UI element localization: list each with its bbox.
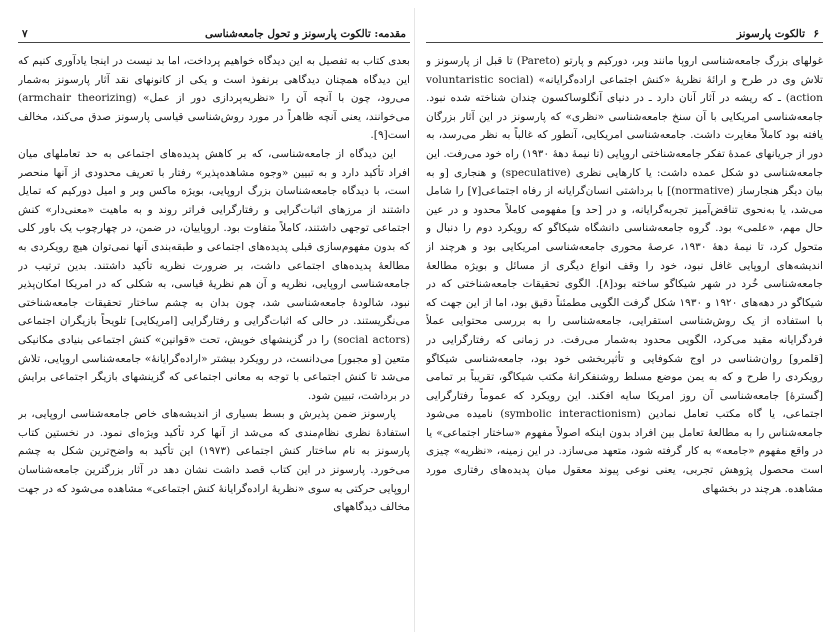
running-head: مقدمه: تالکوت پارسونز و تحول جامعه‌شناسی [205,28,406,40]
running-head: تالکوت پارسونز [736,28,805,40]
left-page-header [18,26,410,43]
paragraph: بعدی کتاب به تفصیل به این دیدگاه خواهیم پرداخت، اما بد نیست در اینجا یادآوری کنیم که این دیدگاه همچنان دیدگاهی برنفوذ است و یکی از کانونهای نقد آثار پارسونز به‌شمار می‌رود، چون با آنچه آن را «نظریه‌پردازی دور از عمل» (armchair theorizing) می‌خوانند، یعنی آنچه ظاهراً در مورد روش‌شناسی قیاسی پارسونز صدق می‌کند، مخالف است[۹]. [18,55,410,142]
page-number: ۶ [813,28,819,40]
right-page [426,0,823,640]
paragraph: این دیدگاه از جامعه‌شناسی، که بر کاهش پدیده‌های اجتماعی به حد تعاملهای میان افراد تأکید دارد و به تبیین «وجوه مشاهده‌پذیر» رفتار با تعریف محدودی از آنها منحصر است، با دیدگاه جامعه‌شناسان بزرگ اروپایی، بویژه ماکس وبر و امیل دورکیم که تمایل داشتند از مرزهای اثبات‌گرایی و رفتارگرایی فراتر روند و به ماهیت «معنی‌دار» کنش اجتماعی توجهی داشتند، کاملاً متفاوت بود. اروپاییان، در ضمن، در چهارچوب یک باور کلی که بدون مفهوم‌سازی قبلی پدیده‌های اجتماعی و طبقه‌بندی آنها نمی‌توان هیچ رویکردی به مطالعهٔ پدیده‌های اجتماعی داشت، بر ضرورت نظریه تأکید داشتند. بدین ترتیب در جامعه‌شناسی اروپایی، نظریه و آن هم نظریهٔ قیاسی، به شکلی که در امریکا امکان‌پذیر نبود، شالودهٔ جامعه‌شناسی شد، چون بدان به چشم ساختار تحقیقات جامعه‌شناختی می‌نگریستند. در حالی که اثبات‌گرایی و رفتارگرایی [امریکایی] تلویحاً بازیگران اجتماعی (social actors) را در گزینشهای خویش، تحت «قوانین» کنش اجتماعی بنیادی مکانیکی متعین [و مجبور] می‌دانست، در رویکرد بیشتر «اراده‌گرایانهٔ» جامعه‌شناسی اروپایی، تلاش می‌شد تا کنش اجتماعی با توجه به معانی اجتماعی که گزینشهای بازیگر اجتماعی برایش در برداشت، تبیین شود. [18,147,410,402]
left-page-body [18,52,410,632]
right-page-header [426,26,823,43]
page-gutter [414,8,415,632]
right-page-body [426,52,823,632]
page-number: ٧ [22,28,28,40]
paragraph: غولهای بزرگ جامعه‌شناسی اروپا مانند وبر، دورکیم و پارتو (Pareto) تا قبل از پارسونز و تلاش وی در طرح و ارائهٔ نظریهٔ «کنش اجتماعی اراده‌گرایانه» (voluntaristic social action) ـ که ریشه در آثار آنان دارد ـ در دنیای آنگلوساکسون چندان شناخته شده نبود. جامعه‌شناسی امریکایی با آن سنخ جامعه‌شناسی «نظری» که پارسونز در این آثار بزرگان یافته بود کاملاً مغایرت داشت. جامعه‌شناسی امریکایی، آنطور که غالباً به نظر می‌رسد، به دور از جریانهای عمدهٔ تفکر جامعه‌شناختی اروپایی (تا نیمهٔ دههٔ ۱۹۳۰) راه خود می‌رفت. این جامعه‌شناسی دو شکل عمده داشت: یا کارهایی نظری (speculative) و هنجاری [و به بیان دیگر هنجارساز (normative)] با برداشتی انسان‌گرایانه از رفاه اجتماعی[۷] را شامل می‌شد، یا به‌نحوی تناقض‌آمیز تجربه‌گرایانه، و در [حد و] مفهومی کاملاً محدود و در عین حال مهم، «علمی» بود. گروه جامعه‌شناسی دانشگاه شیکاگو که رویکرد دوم را دنبال و متحول کرد، تا نیمهٔ دههٔ ۱۹۳۰، عرصهٔ محوری جامعه‌شناسی امریکایی بود و هرچند از اندیشه‌های اروپایی غافل نبود، خود را وقف انواع دیگری از مسائل و بویژه مطالعهٔ جامعه‌شناسی خُرد در شهر شیکاگو ساخته بود[۸]. الگوی تحقیقات جامعه‌شناختی که در شیکاگو در دهه‌های ۱۹۲۰ و ۱۹۳۰ شکل گرفت الگویی مطمئناً دقیق بود، اما از این جهت که با استفاده از یک روش‌شناسی استقرایی، جامعه‌شناسی را به بررسی محتوایی عملاً فردگرایانه مقید می‌کرد، الگویی محدود به‌شمار می‌رفت. در زمانی که رفتارگرایی در [قلمرو] روان‌شناسی در اوج شکوفایی و تأثیربخشی خود بود، جامعه‌شناسی شیکاگو رویکردی را طرح و که به یمن موضع مسلط روشنفکرانهٔ مکتب شیکاگو، تقریباً بر تمامی [گسترهٔ] جامعه‌شناسی آن روز امریکا سایه افکند. این رویکرد که عموماً رفتارگرایی اجتماعی، یا گاه مکتب تعامل نمادین (symbolic interactionism) نامیده می‌شود جامعه‌شناس را به مطالعهٔ تعامل بین افراد بدون اینکه اصولاً مفهوم «ساختار اجتماعی» یا در واقع مفهوم «جامعه» به کار گرفته شود، متعهد می‌سازد. در این زمینه، «نظریه» چیزی است محصول پژوهش تجربی، یعنی نوعی پیوند معقول میان پدیده‌های رفتاری مورد مشاهده. هرچند در بخشهای [426,55,823,495]
left-page [18,0,410,640]
paragraph: پارسونز ضمن پذیرش و بسط بسیاری از اندیشه‌های خاص جامعه‌شناسی اروپایی، بر استفادهٔ نظری نظام‌مندی که می‌شد از آنها کرد تأکید ویژه‌ای نمود. در نخستین کتاب پارسونز به نام ساختار کنش اجتماعی (۱۹۷۳) این تأکید به واضح‌ترین شکل به چشم می‌خورد. پارسونز در این کتاب قصد داشت نشان دهد در آثار بزرگترین جامعه‌شناسان اروپایی حرکتی به سوی «نظریهٔ اراده‌گرایانهٔ کنش اجتماعی» مشاهده می‌شود که در جهت مخالف دیدگاههای [18,408,410,514]
